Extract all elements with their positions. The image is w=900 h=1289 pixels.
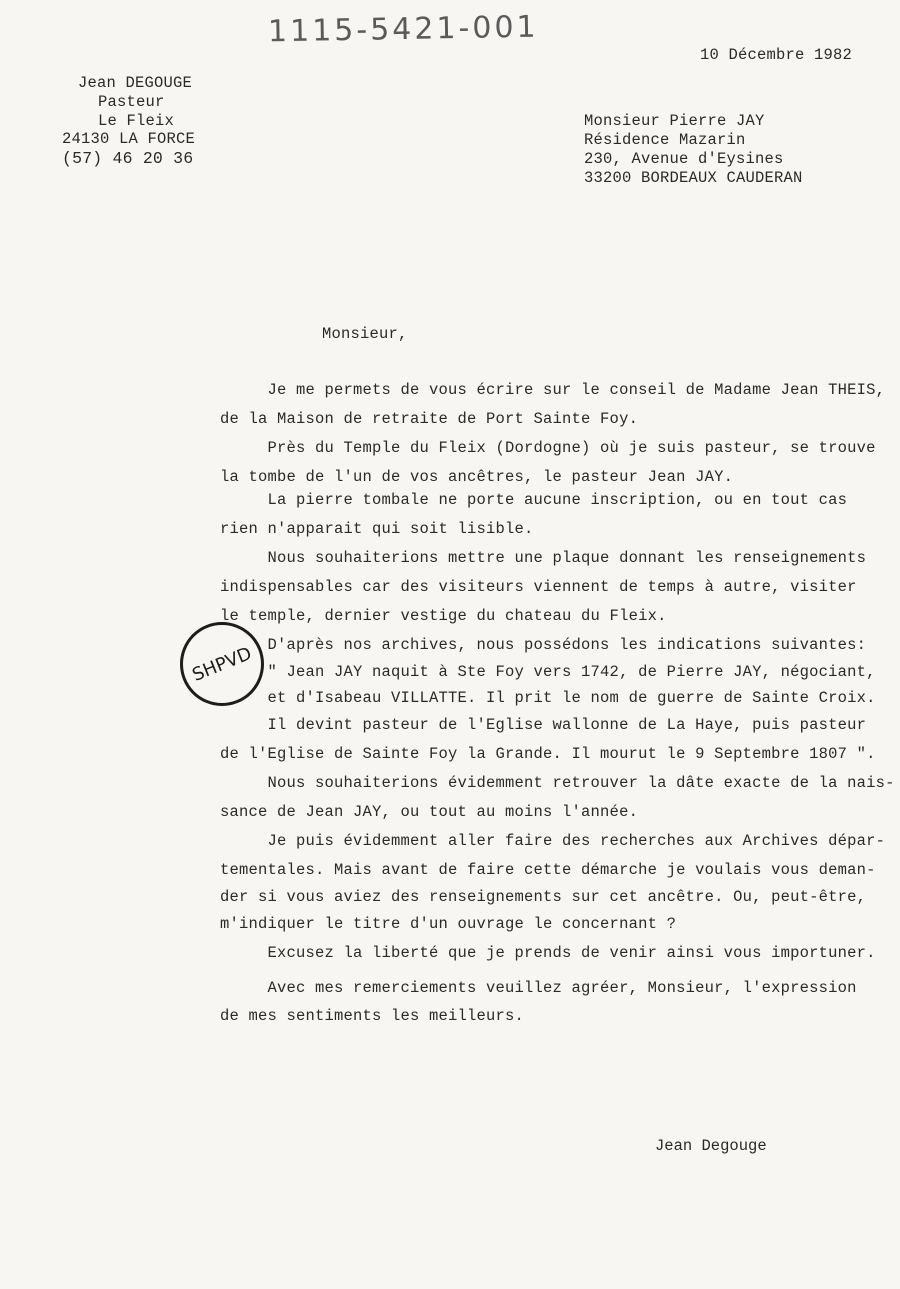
handwritten-reference: 1115-5421-001	[267, 9, 539, 50]
body-line: de mes sentiments les meilleurs.	[220, 1007, 525, 1025]
body-line: Je puis évidemment aller faire des recherches aux Archives dépar-	[220, 832, 886, 850]
body-line: le temple, dernier vestige du chateau du Fleix.	[220, 607, 667, 625]
letter-date: 10 Décembre 1982	[700, 46, 853, 64]
body-line: D'après nos archives, nous possédons les indications suivantes:	[220, 636, 867, 654]
sender-phone: (57) 46 20 36	[62, 149, 194, 168]
stamp-text: SHPVD	[189, 642, 255, 686]
body-line: La pierre tombale ne porte aucune inscription, ou en tout cas	[220, 491, 848, 509]
shpvd-stamp	[180, 622, 264, 706]
body-line: indispensables car des visiteurs viennent de temps à autre, visiter	[220, 578, 857, 596]
body-line: Nous souhaiterions évidemment retrouver la dâte exacte de la nais-	[220, 774, 895, 792]
sender-place: Le Fleix	[98, 112, 175, 130]
sender-title: Pasteur	[98, 93, 165, 111]
salutation: Monsieur,	[322, 325, 408, 343]
body-line: tementales. Mais avant de faire cette démarche je voulais vous deman-	[220, 861, 876, 879]
body-line: Excusez la liberté que je prends de venir ainsi vous importuner.	[220, 944, 876, 962]
body-line: m'indiquer le titre d'un ouvrage le concernant ?	[220, 915, 677, 933]
body-line: Il devint pasteur de l'Eglise wallonne de La Haye, puis pasteur	[220, 716, 867, 734]
body-line: " Jean JAY naquit à Ste Foy vers 1742, de Pierre JAY, négociant,	[220, 663, 876, 681]
recipient-city: 33200 BORDEAUX CAUDERAN	[584, 169, 803, 187]
recipient-street: 230, Avenue d'Eysines	[584, 150, 784, 168]
signature: Jean Degouge	[655, 1137, 767, 1155]
recipient-name: Monsieur Pierre JAY	[584, 112, 765, 130]
sender-postcode-city: 24130 LA FORCE	[62, 130, 196, 148]
body-line: Avec mes remerciements veuillez agréer, Monsieur, l'expression	[220, 979, 857, 997]
body-line: Près du Temple du Fleix (Dordogne) où je suis pasteur, se trouve	[220, 439, 876, 457]
body-line: der si vous aviez des renseignements sur cet ancêtre. Ou, peut-être,	[220, 888, 867, 906]
recipient-residence: Résidence Mazarin	[584, 131, 746, 149]
body-line: et d'Isabeau VILLATTE. Il prit le nom de guerre de Sainte Croix.	[220, 689, 876, 707]
body-line: la tombe de l'un de vos ancêtres, le pasteur Jean JAY.	[220, 468, 734, 486]
body-line: sance de Jean JAY, ou tout au moins l'année.	[220, 803, 639, 821]
body-line: Nous souhaiterions mettre une plaque donnant les renseignements	[220, 549, 867, 567]
body-line: de la Maison de retraite de Port Sainte Foy.	[220, 410, 639, 428]
body-line: de l'Eglise de Sainte Foy la Grande. Il mourut le 9 Septembre 1807 ".	[220, 745, 876, 763]
sender-name: Jean DEGOUGE	[78, 74, 193, 92]
body-line: rien n'apparait qui soit lisible.	[220, 520, 534, 538]
body-line: Je me permets de vous écrire sur le conseil de Madame Jean THEIS,	[220, 381, 886, 399]
